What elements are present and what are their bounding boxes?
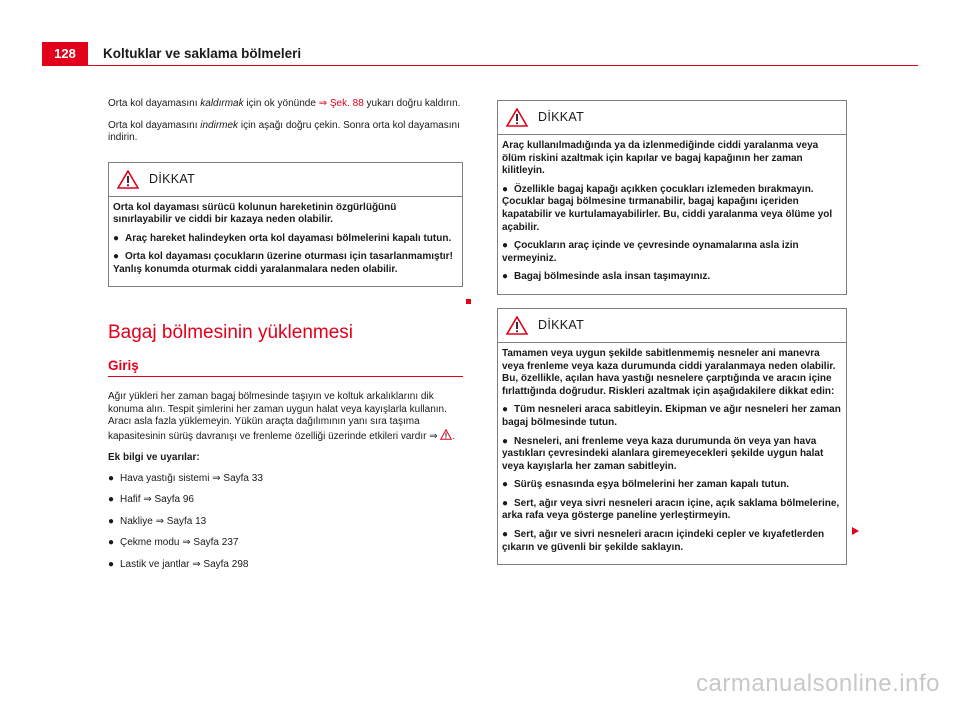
warning-title: DİKKAT xyxy=(538,110,585,125)
warning-header xyxy=(498,101,846,135)
warning-bullet: ● Sert, ağır ve sivri nesneleri aracın içindeki cepler ve kıyafetlerden çıkarın ve güvenli bir şekilde saklayın. xyxy=(502,529,825,553)
hint-item[interactable]: ● Hava yastığı sistemi ⇒ Sayfa 33 xyxy=(108,472,263,484)
warning-box-objects xyxy=(497,308,847,565)
hints-title: Ek bilgi ve uyarılar: xyxy=(108,452,200,464)
warning-bullet: ● Sert, ağır veya sivri nesneleri aracın içine, açık saklama bölmelerine, arka rafa veya gösterge paneline yerleştirmeyin. xyxy=(502,497,840,522)
hint-item[interactable]: ● Lastik ve jantlar ⇒ Sayfa 298 xyxy=(108,558,249,570)
warning-bullet: ● Tüm nesneleri araca sabitleyin. Ekipman ve ağır nesneleri her zaman bagaj bölmesinde tutun. xyxy=(502,404,841,428)
warning-bullet: ● Sürüş esnasında eşya bölmelerini her zaman kapalı tutun. xyxy=(502,479,790,491)
left-column xyxy=(108,98,463,580)
chapter-title: Koltuklar ve saklama bölmeleri xyxy=(103,46,302,61)
hint-item[interactable]: ● Çekme modu ⇒ Sayfa 237 xyxy=(108,537,239,549)
warning-bullet: ● Bagaj bölmesinde asla insan taşımayınız. xyxy=(502,271,711,283)
warning-title: DİKKAT xyxy=(149,171,196,186)
paragraph-lower: Orta kol dayamasını indirmek için aşağı doğru çekin. Sonra orta kol dayamasını indirin. xyxy=(108,119,460,143)
watermark: carmanualsonline.info xyxy=(696,670,940,697)
warning-triangle-icon xyxy=(506,316,528,335)
warning-body: Araç kullanılmadığında ya da izlenmediğinde ciddi yaralanma veya ölüm riskini azaltmak için kapılar ve bagaj kapağının her zaman kilitleyin. ● Özellikle bagaj kapağı açıkken çocukları izlemeden bırakmayın. Çocuklar bagaj bölmesine tırmanabilir, bagaj kapağını içeriden kapatabilir ve kurtulamayabilirler. Bu, ciddi yaralanma veya ölüme yol açabilir. ● Çocukların araç içinde ve çevresinde oynamalarına asla izin vermeyiniz. ● Bagaj bölmesinde asla insan taşımayınız. xyxy=(498,135,846,294)
hint-item[interactable]: ● Nakliye ⇒ Sayfa 13 xyxy=(108,515,207,527)
warning-box-armrest xyxy=(108,162,463,288)
warning-triangle-icon[interactable] xyxy=(440,429,452,440)
warning-title: DİKKAT xyxy=(538,318,585,333)
section-title: Bagaj bölmesinin yüklenmesi xyxy=(108,322,354,344)
page-number: 128 xyxy=(42,42,88,66)
warning-bullet: ● Nesneleri, ani frenleme veya kaza durumunda ön veya yan hava yastıkları çevresindeki alanlara giremeyecekleri şekilde uygun halat veya kayışlarla her zaman sabitleyin. xyxy=(502,435,824,472)
warning-bullet: ● Araç hareket halindeyken orta kol dayaması bölmelerini kapalı tutun. xyxy=(113,232,452,244)
paragraph-raise: Orta kol dayamasını kaldırmak için ok yönünde ⇒ Şek. 88 yukarı doğru kaldırın. xyxy=(108,98,461,109)
subsection-title: Giriş xyxy=(108,360,463,378)
warning-header xyxy=(109,163,462,197)
warning-bullet: ● Çocukların araç içinde ve çevresinde oynamalarına asla izin vermeyiniz. xyxy=(502,240,799,264)
warning-header xyxy=(498,309,846,343)
intro-paragraph: Ağır yükleri her zaman bagaj bölmesinde taşıyın ve koltuk arkalıklarını dik konuma alın. Tespit şimlerini her zaman uygun halat veya kayışlarla kullanın. Aracı asla fazla yüklemeyin. Yükün araçta dağılımının yanı sıra taşıma kapasitesinin sürüş davranışı ve frenleme özelliği üzerinde etkileri vardır ⇒ . xyxy=(108,391,456,442)
warning-body: Orta kol dayaması sürücü kolunun hareketinin özgürlüğünü sınırlayabilir ve ciddi bir kazaya neden olabilir. ● Araç hareket halindeyken orta kol dayaması bölmelerini kapalı tutun. ● Orta kol dayaması çocukların üzerine oturması için tasarlanmamıştır! Yanlış konumda oturmak ciddi yaralanmalara neden olabilir. xyxy=(109,197,462,287)
warning-box-children xyxy=(497,100,847,295)
right-column xyxy=(497,100,847,578)
warning-bullet: ● Orta kol dayaması çocukların üzerine oturması için tasarlanmamıştır! Yanlış konumda oturmak ciddi yaralanmalara neden olabilir. xyxy=(113,251,453,275)
warning-body: Tamamen veya uygun şekilde sabitlenmemiş nesneler ani manevra veya frenleme veya kaza durumunda ciddi yaralanmaya neden olabilir. Bu, özellikle, açılan hava yastığı nesnelere çarptığında ve aracın içine fırlattığında doğrudur. Riskleri azaltmak için aşağıdakilere dikkat edin: ● Tüm nesneleri araca sabitleyin. Ekipman ve ağır nesneleri her zaman bagaj bölmesinde tutun. ● Nesneleri, ani frenleme veya kaza durumunda ön veya yan hava yastıkları çevresindeki alanlara giremeyecekleri şekilde uygun halat veya kayışlarla her zaman sabitleyin. ● Sürüş esnasında eşya bölmelerini her zaman kapalı tutun. ● Sert, ağır veya sivri nesneleri aracın içine, açık saklama bölmelerine, arka rafa veya gösterge paneline yerleştirmeyin. ● Sert, ağır ve sivri nesneleri aracın içindeki cepler ve kıyafetlerden çıkarın ve güvenli bir şekilde saklayın. xyxy=(502,347,841,553)
warning-triangle-icon xyxy=(506,108,528,127)
warning-triangle-icon xyxy=(117,170,139,189)
figure-link[interactable]: ⇒ Şek. 88 xyxy=(318,98,364,109)
end-marker xyxy=(466,299,471,304)
header-divider xyxy=(42,65,918,66)
warning-bullet: ● Özellikle bagaj kapağı açıkken çocukları izlemeden bırakmayın. Çocuklar bagaj bölmesine tırmanabilir, bagaj kapağını içeriden kapatabilir ve kurtulamayabilirler. Bu, ciddi yaralanma veya ölüme yol açabilir. xyxy=(502,183,833,233)
continue-arrow-icon xyxy=(852,527,859,535)
hint-item[interactable]: ● Hafif ⇒ Sayfa 96 xyxy=(108,494,194,506)
